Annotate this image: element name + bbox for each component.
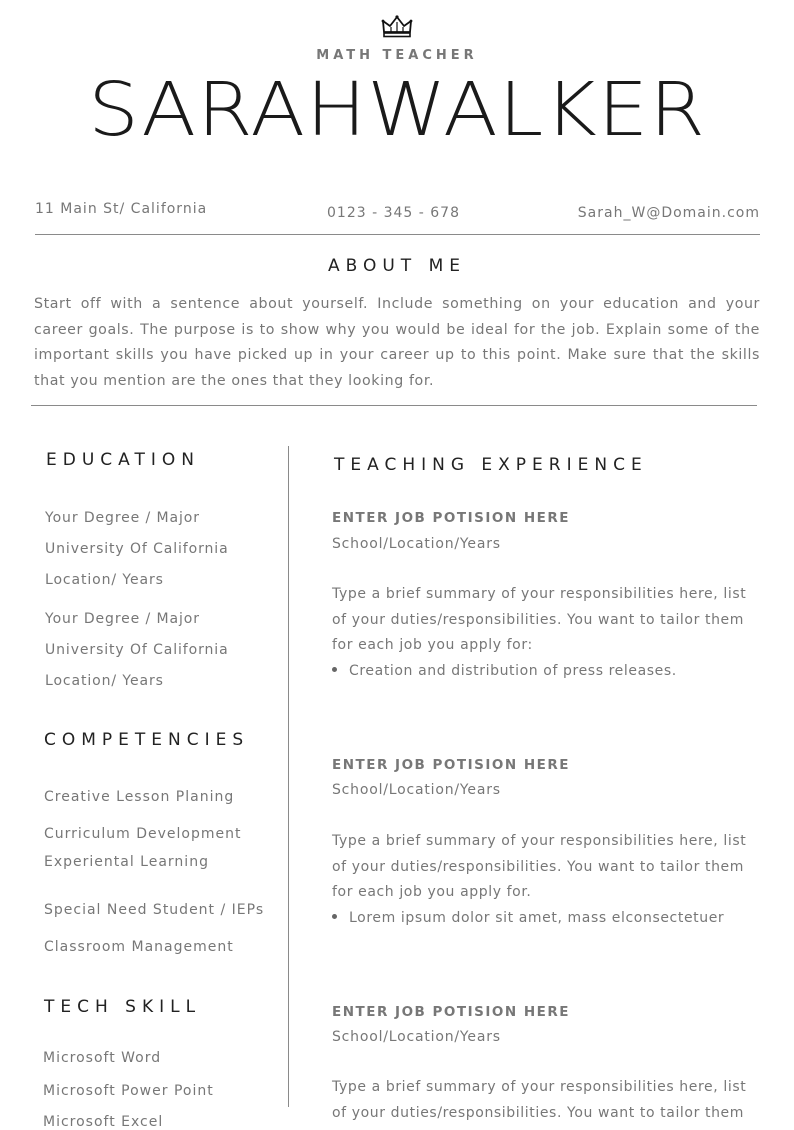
- bullet-icon: [332, 667, 337, 672]
- job-summary: Type a brief summary of your responsibilities here, list of your duties/responsibilities. You want to tailor them for each job you apply for.: [332, 833, 747, 900]
- competency-item: Special Need Student / IEPs: [44, 902, 265, 918]
- job-bullet-text: Creation and distribution of press releases.: [349, 663, 677, 679]
- bullet-icon: [332, 914, 337, 919]
- education-heading: EDUCATION: [46, 450, 200, 470]
- job-summary: Type a brief summary of your responsibilities here, list of your duties/responsibilities. You want to tailor them for each job you apply for:: [332, 586, 747, 653]
- contact-address: 11 Main St/ California: [35, 201, 208, 217]
- competency-item: Experiental Learning: [44, 854, 209, 870]
- competency-item: Classroom Management: [44, 939, 234, 955]
- crown-icon: [381, 14, 413, 38]
- column-divider: [288, 446, 289, 1107]
- tech-skill-item: Microsoft Power Point: [43, 1083, 214, 1099]
- education-degree: Your Degree / Major: [45, 611, 200, 627]
- divider: [35, 234, 760, 235]
- about-text: Start off with a sentence about yourself. Include something on your education and your career goals. The purpose is to show why you would be ideal for the job. Explain some of the important skills you have picked up in your career up to this point. Make sure that the skills that you mention are the ones that they looking for.: [34, 296, 760, 389]
- education-item: [45, 604, 275, 689]
- job-subtitle: School/Location/Years: [332, 1029, 501, 1045]
- contact-phone: 0123 - 345 - 678: [327, 205, 460, 221]
- job-subtitle: School/Location/Years: [332, 536, 501, 552]
- competencies-heading: COMPETENCIES: [44, 730, 250, 750]
- experience-heading: TEACHING EXPERIENCE: [334, 455, 648, 475]
- candidate-name: SARAHWALKER: [88, 66, 706, 153]
- contact-email: Sarah_W@Domain.com: [577, 205, 760, 221]
- job-bullet: [332, 663, 677, 679]
- tech-skill-item: Microsoft Word: [43, 1050, 162, 1066]
- divider: [31, 405, 757, 406]
- job-bullet-text: Lorem ipsum dolor sit amet, mass elconsectetuer: [349, 910, 725, 926]
- competency-item: Creative Lesson Planing: [44, 789, 235, 805]
- education-meta: Location/ Years: [45, 673, 164, 689]
- education-meta: Location/ Years: [45, 572, 164, 588]
- education-school: University Of California: [45, 642, 229, 658]
- tech-skill-heading: TECH SKILL: [44, 997, 202, 1017]
- tech-skill-item: Microsoft Excel: [43, 1114, 164, 1130]
- job-title: ENTER JOB POTISION HERE: [332, 757, 570, 773]
- education-item: [45, 503, 275, 588]
- job-bullet: [332, 910, 724, 926]
- education-degree: Your Degree / Major: [45, 510, 200, 526]
- education-school: University Of California: [45, 541, 229, 557]
- competency-item: Curriculum Development: [44, 826, 242, 842]
- job-subtitle: School/Location/Years: [332, 782, 501, 798]
- job-title-subtitle: MATH TEACHER: [316, 48, 478, 63]
- job-title: ENTER JOB POTISION HERE: [332, 510, 570, 526]
- job-title: ENTER JOB POTISION HERE: [332, 1004, 570, 1020]
- about-heading: ABOUT ME: [327, 256, 466, 276]
- job-summary: Type a brief summary of your responsibilities here, list of your duties/responsibilities. You want to tailor them: [332, 1079, 747, 1121]
